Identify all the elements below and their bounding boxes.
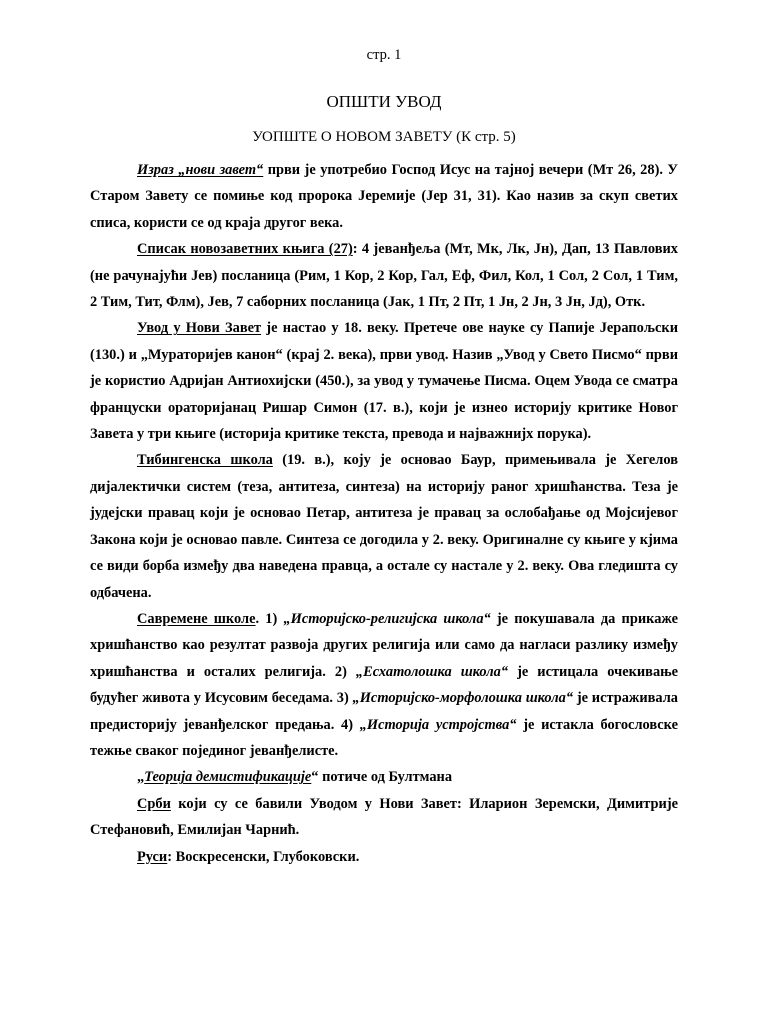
term-book-list: Списак новозаветних књига (27)	[137, 241, 353, 258]
section-subtitle: УОПШТЕ О НОВОМ ЗАВЕТУ (К стр. 5)	[252, 129, 516, 145]
paragraph-russian-scholars: Руси: Воскресенски, Глубоковски.	[137, 848, 360, 865]
document-body	[90, 157, 678, 870]
term-modern-schools: Савремене школе	[137, 610, 256, 627]
paragraph-serbian-scholars: Срби који су се бавили Уводом у Нови Завет: Иларион Зеремски, Димитрије Стефановић, Емилијан Чарнић.	[90, 795, 678, 839]
school-history-religion: „Историјско-религијска школа“	[283, 610, 491, 627]
term-serbs: Срби	[137, 795, 171, 812]
term-tubingen-school: Тибингенска школа	[137, 452, 273, 469]
paragraph-new-testament-term: Израз „нови завет“ први је употребио Господ Исус на тајној вечери (Мт 26, 28). У Старом Завету се помиње код пророка Јеремије (Јер 31, 31). Као назив за скуп светих списа, користи се од краја другог века.	[90, 162, 678, 231]
school-history-constitution: „Историја устројства“	[359, 716, 517, 733]
paragraph-tubingen-school: Тибингенска школа (19. в.), коју је основао Баур, примењивала је Хегелов дијалектички систем (теза, антитеза, синтеза) на историју раног хришћанства. Теза је јудејски правац који је основао Петар, антитеза је правац за ослобађање од Мојсијевог Закона који је основао павле. Синтеза се догодила у 2. веку. Оригиналне су књиге у кјима се види борба између два наведена правца, а остале су настале у 2. веку. Ова гледишта су одбачена.	[90, 452, 678, 601]
paragraph-book-list: Списак новозаветних књига (27): 4 јеванђеља (Мт, Мк, Лк, Јн), Дап, 13 Павлових (не рачунајући Јев) посланица (Рим, 1 Кор, 2 Кор, Гал, Еф, Фил, Кол, 1 Сол, 2 Сол, 1 Тим, 2 Тим, Тит, Флм), Јев, 7 саборних посланица (Јак, 1 Пт, 2 Пт, 1 Јн, 2 Јн, 3 Јн, Јд), Отк.	[90, 241, 678, 311]
page-title: ОПШТИ УВОД	[326, 92, 442, 111]
school-form-history: „Историјско-морфолошка школа“	[352, 690, 574, 707]
term-introduction: Увод у Нови Завет	[137, 320, 262, 337]
term-demythologization: Теорија демистификације	[144, 769, 312, 786]
paragraph-modern-schools: Савремене школе. 1) „Историјско-религијска школа“ је покушавала да прикаже хришћанство као резултат развоја других религија или само да нагласи разлику између хришћанства и осталих религија. 2) „Есхатолошка школа“ је истицала очекивање будућег живота у Исусовим беседама. 3) „Историјско-морфолошка школа“ је истраживала предисторију јеванђелског предања. 4) „Историја устројства“ је истакла богословске тежње сваког појединог јеванђелисте.	[90, 610, 679, 759]
term-russians: Руси	[137, 848, 168, 865]
school-eschatological: „Есхатолошка школа“	[355, 663, 509, 680]
term-new-testament: Израз „нови завет“	[137, 162, 264, 178]
paragraph-demythologization: „Теорија демистификације“ потиче од Бултмана	[137, 769, 453, 786]
page-number: стр. 1	[366, 47, 402, 63]
paragraph-introduction: Увод у Нови Завет је настао у 18. веку. Претече ове науке су Папије Јерапољски (130.) и „Мураторијев канон“ (крај 2. века), први увод. Назив „Увод у Свето Писмо“ први је користио Адријан Антиохијски (450.), за увод у тумачење Писма. Оцем Увода се сматра француски ораторијанац Ришар Симон (17. в.), који је изнео историју критике Новог Завета у три књиге (историја критике текста, превода и најважнијх порука).	[90, 320, 678, 443]
